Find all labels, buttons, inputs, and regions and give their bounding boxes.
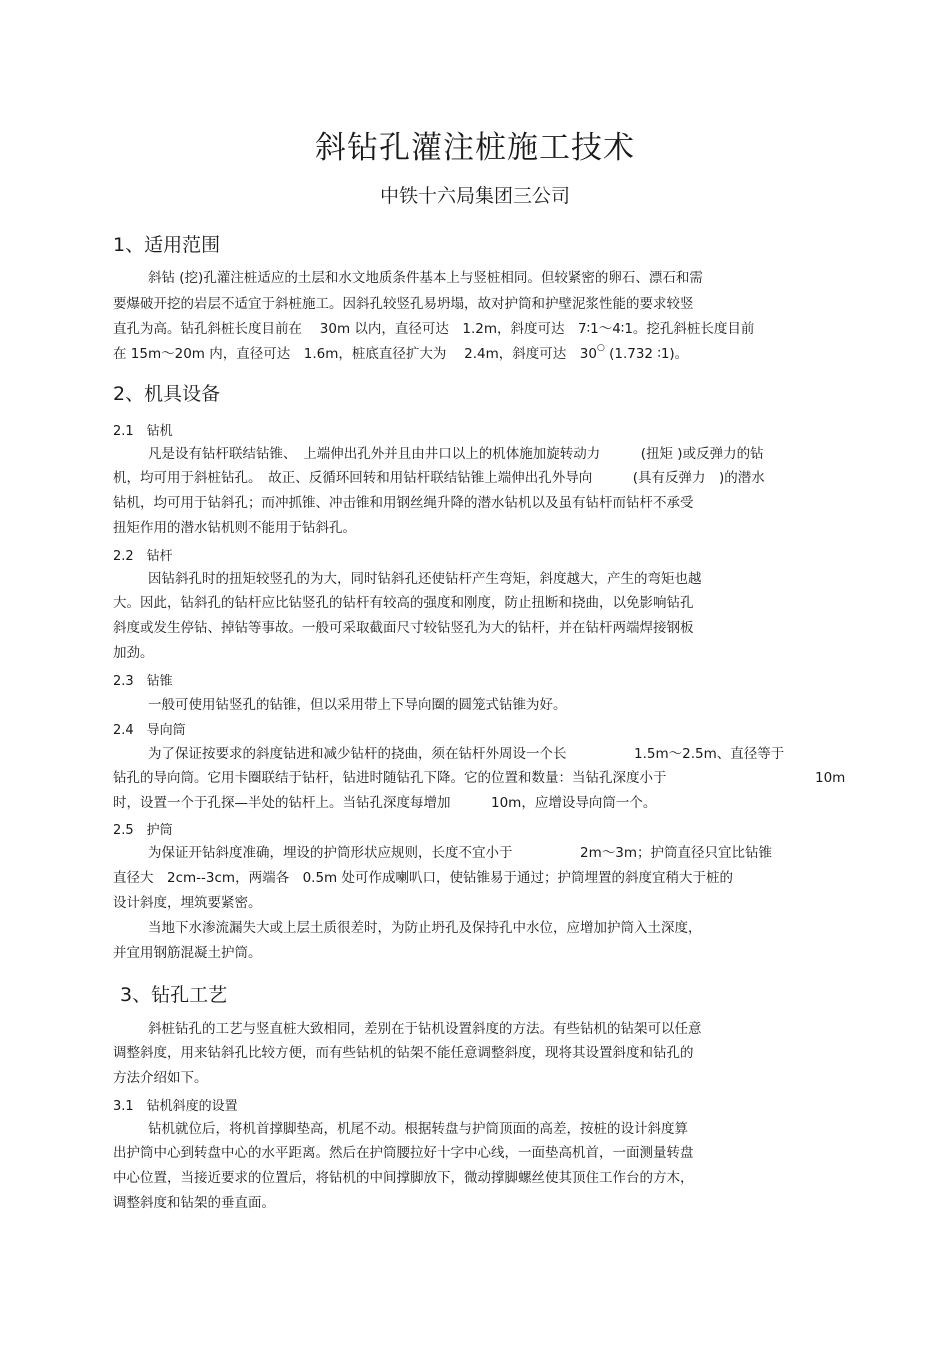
degree-sign: ○ [596,343,605,353]
document-subtitle: 中铁十六局集团三公司 [379,185,570,207]
section-1-heading: 1、适用范围 [113,234,221,256]
paragraph-line-text: 在 15m～20m 内，直径可达 1.6m，桩底直径扩大为 2.4m，斜度可达 30 [113,346,597,362]
subsection-2-5-heading: 2.5 护筒 [113,823,173,838]
paragraph-line: 钻机就位后，将机首撑脚垫高，机尾不动。根据转盘与护筒顶面的高差，按桩的设计斜度算 [148,1121,688,1137]
paragraph-line: 中心位置，当接近要求的位置后，将钻机的中间撑脚放下，微动撑脚螺丝使其顶住工作台的方木， [113,1170,694,1186]
subsection-2-3-heading: 2.3 钻锥 [113,674,173,689]
paragraph-line: 凡是设有钻杆联结钻锥、 上端伸出孔外并且由井口以上的机体施加旋转动力 (扭矩 )或反弹力的钻 [148,446,764,462]
paragraph-line: 加劲。 [113,645,154,661]
paragraph-line: 要爆破开挖的岩层不适宜于斜桩施工。因斜孔较竖孔易坍塌，故对护筒和护壁泥浆性能的要求较竖 [113,296,694,312]
paragraph-line: 调整斜度和钻架的垂直面。 [113,1195,275,1211]
paragraph-line: 方法介绍如下。 [113,1070,208,1086]
subsection-2-1-heading: 2.1 钻机 [113,424,173,439]
paragraph-line: 当地下水渗流漏失大或上层土质很差时，为防止坍孔及保持孔中水位，应增加护筒入土深度， [148,920,702,936]
paragraph-line: 直径大 2cm--3cm，两端各 0.5m 处可作成喇叭口，使钻锥易于通过；护筒埋置的斜度宜稍大于桩的 [113,870,733,886]
paragraph-line: 钻机，均可用于钻斜孔；而冲抓锥、冲击锥和用钢丝绳升降的潜水钻机以及虽有钻杆而钻杆不承受 [113,495,694,511]
paragraph-line: 大。因此，钻斜孔的钻杆应比钻竖孔的钻杆有较高的强度和刚度，防止扭断和挠曲，以免影响钻孔 [113,595,694,611]
paragraph-line: 出护筒中心到转盘中心的水平距离。然后在护筒腰拉好十字中心线，一面垫高机首，一面测量转盘 [113,1145,694,1161]
subsection-2-2-heading: 2.2 钻杆 [113,549,173,564]
paragraph-line: 并宜用钢筋混凝土护筒。 [113,945,262,961]
section-2-heading: 2、机具设备 [113,383,221,405]
subsection-2-4-heading: 2.4 导向筒 [113,723,186,738]
paragraph-line: 机，均可用于斜桩钻孔。 故正、反循环回转和用钻杆联结钻锥上端伸出孔外导向 (具有反弹力 )的潜水 [113,470,765,486]
paragraph-line: 钻孔的导向筒。它用卡圈联结于钻杆，钻进时随钻孔下降。它的位置和数量：当钻孔深度小于 10m [113,770,846,786]
paragraph-line: 斜桩钻孔的工艺与竖直桩大致相同，差别在于钻机设置斜度的方法。有些钻机的钻架可以任意 [148,1021,702,1037]
paragraph-line: 设计斜度，埋筑要紧密。 [113,895,262,911]
subsection-3-1-heading: 3.1 钻机斜度的设置 [113,1099,238,1114]
paragraph-line: 扭矩作用的潜水钻机则不能用于钻斜孔。 [113,520,356,536]
paragraph-line: 直孔为高。钻孔斜桩长度目前在 30m 以内，直径可达 1.2m，斜度可达 7∶1～4∶1。挖孔斜桩长度目前 [113,321,755,337]
paragraph-line: 为保证开钻斜度准确，埋设的护筒形状应规则，长度不宜小于 2m～3m；护筒直径只宜比钻锥 [148,845,772,861]
section-3-heading: 3、钻孔工艺 [120,984,228,1006]
paragraph-line: 因钻斜孔时的扭矩较竖孔的为大，同时钻斜孔还使钻杆产生弯矩，斜度越大，产生的弯矩也越 [148,571,702,587]
paragraph-line: 为了保证按要求的斜度钻进和减少钻杆的挠曲，须在钻杆外周设一个长 1.5m～2.5m、直径等于 [148,746,785,762]
paragraph-line: 时，设置一个于孔探—半处的钻杆上。当钻孔深度每增加 10m，应增设导向筒一个。 [113,795,657,811]
paragraph-line: 斜钻 (挖)孔灌注桩适应的土层和水文地质条件基本上与竖桩相同。但较紧密的卵石、漂石和需 [148,270,703,286]
paragraph-line: 斜度或发生停钻、掉钻等事故。一般可采取截面尺寸较钻竖孔为大的钻杆，并在钻杆两端焊接钢板 [113,620,694,636]
document-title: 斜钻孔灌注桩施工技术 [315,130,635,166]
paragraph-line [113,345,688,365]
paragraph-line-text: (1.732 ∶1)。 [609,346,689,362]
paragraph-line: 调整斜度，用来钻斜孔比较方便，而有些钻机的钻架不能任意调整斜度，现将其设置斜度和钻孔的 [113,1045,694,1061]
paragraph-line: 一般可使用钻竖孔的钻锥，但以采用带上下导向圈的圆笼式钻锥为好。 [148,697,567,713]
